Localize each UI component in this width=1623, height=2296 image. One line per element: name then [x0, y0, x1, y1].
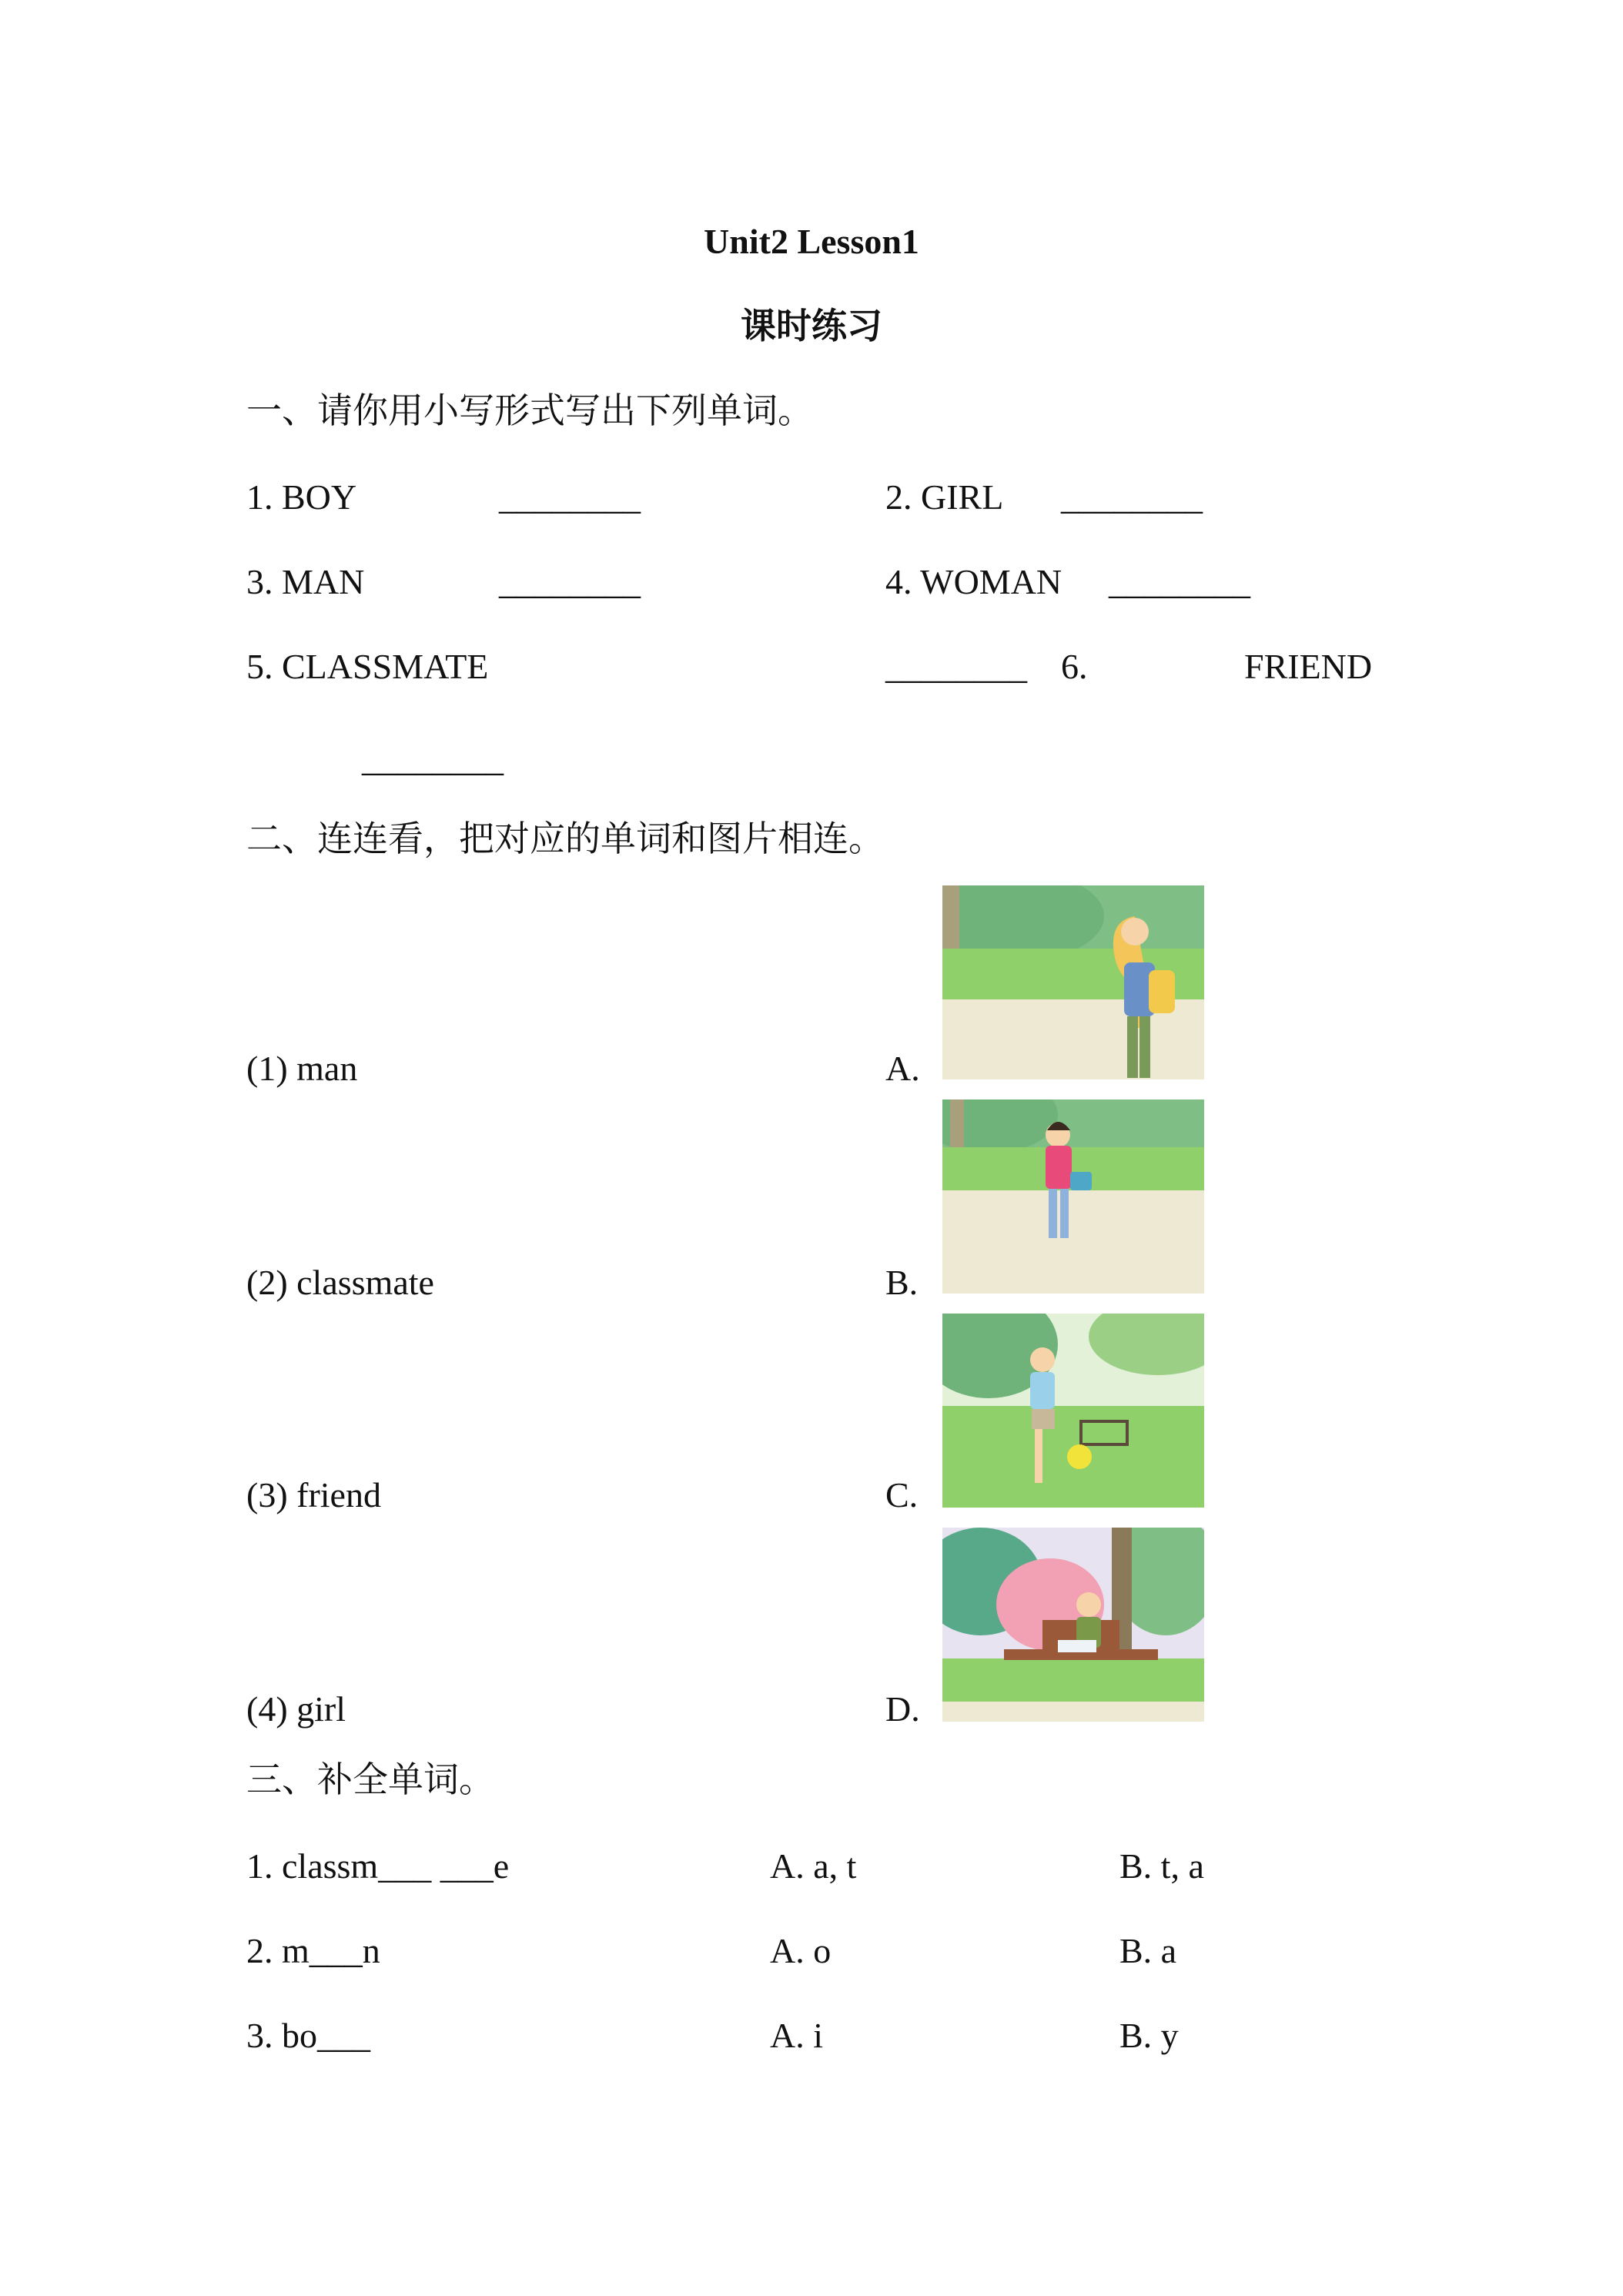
item-label: 4. WOMAN — [885, 562, 1062, 601]
choice-a[interactable]: A. o — [770, 1931, 832, 1970]
fill-word: 2. m___n — [246, 1931, 380, 1970]
item-label: 5. CLASSMATE — [246, 647, 489, 686]
choice-b[interactable]: B. a — [1119, 1931, 1177, 1970]
option-letter: A. — [885, 1049, 920, 1088]
item-label: 2. GIRL — [885, 477, 1004, 517]
section1-heading: 一、请你用小写形式写出下列单词。 — [246, 391, 813, 430]
section2-heading: 二、连连看，把对应的单词和图片相连。 — [246, 819, 884, 858]
answer-blank[interactable]: ________ — [885, 647, 1027, 686]
item-label: 1. BOY — [246, 477, 357, 517]
section3-heading: 三、补全单词。 — [246, 1760, 494, 1799]
item-label: 6. — [1061, 647, 1088, 686]
item-word: FRIEND — [1244, 647, 1373, 686]
choice-b[interactable]: B. y — [1119, 2016, 1179, 2055]
page-title: Unit2 Lesson1 — [704, 222, 919, 261]
choice-a[interactable]: A. i — [770, 2016, 823, 2055]
option-letter: C. — [885, 1475, 919, 1514]
option-letter: D. — [885, 1689, 920, 1729]
choice-b[interactable]: B. t, a — [1119, 1846, 1204, 1886]
answer-blank[interactable]: ________ — [499, 477, 641, 517]
picture-girl-backpack[interactable] — [942, 885, 1204, 1079]
picture-girl-basket[interactable] — [942, 1099, 1204, 1294]
answer-blank[interactable]: ________ — [1109, 562, 1250, 601]
page-subtitle: 课时练习 — [741, 306, 882, 346]
fill-word: 1. classm___ ___e — [246, 1846, 510, 1886]
picture-boy-ball[interactable] — [942, 1314, 1204, 1508]
answer-blank[interactable]: ________ — [499, 562, 641, 601]
picture-boy-bench[interactable] — [942, 1528, 1204, 1722]
match-word[interactable]: (2) classmate — [246, 1263, 434, 1302]
fill-word: 3. bo___ — [246, 2016, 370, 2055]
match-word[interactable]: (3) friend — [246, 1475, 381, 1514]
item-label: 3. MAN — [246, 562, 365, 601]
choice-a[interactable]: A. a, t — [770, 1846, 857, 1886]
match-word[interactable]: (1) man — [246, 1049, 358, 1088]
option-letter: B. — [885, 1263, 919, 1302]
answer-blank[interactable]: ________ — [1061, 477, 1203, 517]
match-word[interactable]: (4) girl — [246, 1689, 346, 1729]
answer-blank[interactable]: ________ — [362, 739, 504, 778]
